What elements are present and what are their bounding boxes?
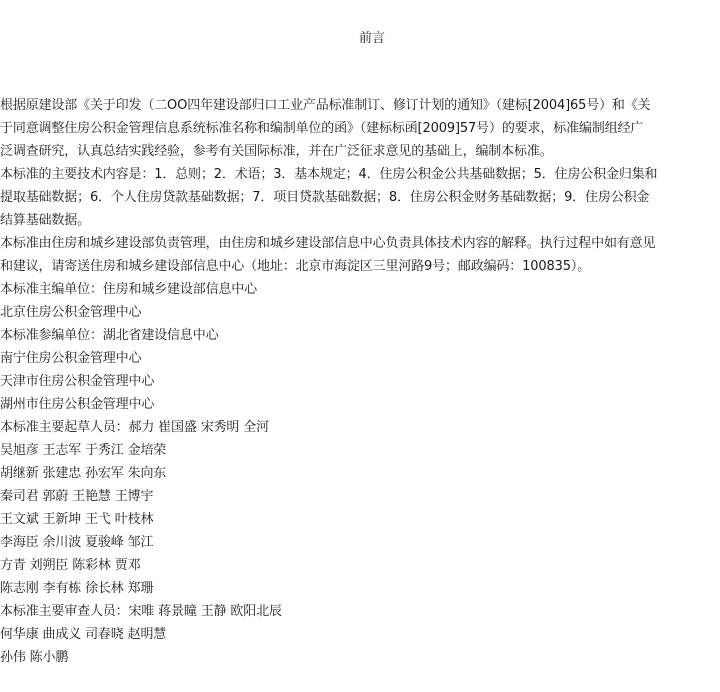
participating-unit-line: 天津市住房公积金管理中心 <box>0 374 155 389</box>
drafters-list-line: 吴旭彦 王志军 于秀江 金培荣 <box>0 443 167 458</box>
document-body <box>0 94 718 669</box>
participating-unit-line: 南宁住房公积金管理中心 <box>0 351 142 366</box>
paragraph-line: 本标准的主要技术内容是：1．总则；2．术语；3．基本规定；4．住房公积金公共基础数据；5．住房公积金归集和 <box>0 167 658 182</box>
reviewers-list-line: 孙伟 陈小鹏 <box>0 650 69 665</box>
page-title: 前言 <box>358 31 385 46</box>
paragraph-line: 和建议，请寄送住房和城乡建设部信息中心（地址：北京市海淀区三里河路9号；邮政编码：100835）。 <box>0 259 591 274</box>
drafters-list-line: 陈志刚 李有栋 徐长林 郑珊 <box>0 581 154 596</box>
paragraph-line: 提取基础数据；6．个人住房贷款基础数据；7．项目贷款基础数据；8．住房公积金财务基础数据；9．住房公积金 <box>0 190 650 205</box>
drafters-list: 本标准主要起草人员：郝力 崔国盛 宋秀明 全河 <box>0 420 269 435</box>
paragraph-technical-content <box>0 163 718 232</box>
chief-editor-unit-line: 北京住房公积金管理中心 <box>0 305 142 320</box>
drafters-list-line: 秦司君 郭蔚 王艳慧 王博宇 <box>0 489 154 504</box>
paragraph-line: 根据原建设部《关于印发（二OO四年建设部归口工业产品标准制订、修订计划的通知》（建标[2004]65号）和《关 <box>0 98 651 113</box>
drafters-list-line: 方青 刘朔臣 陈彩林 贾邓 <box>0 558 141 573</box>
paragraph-line: 结算基础数据。 <box>0 213 90 228</box>
paragraph-line: 本标准由住房和城乡建设部负责管理，由住房和城乡建设部信息中心负责具体技术内容的解释。执行过程中如有意见 <box>0 236 656 251</box>
reviewers-list: 本标准主要审查人员：宋唯 蒋景瞳 王静 欧阳北辰 <box>0 604 282 619</box>
paragraph-basis <box>0 94 718 163</box>
participating-unit-line: 湖州市住房公积金管理中心 <box>0 397 155 412</box>
drafters-list-line: 李海臣 余川波 夏骏峰 邹江 <box>0 535 154 550</box>
reviewers-list-line: 何华康 曲成义 司春晓 赵明慧 <box>0 627 167 642</box>
drafters-list-line: 胡继新 张建忠 孙宏军 朱向东 <box>0 466 167 481</box>
drafters-list-line: 王文斌 王新坤 王弋 叶枝林 <box>0 512 154 527</box>
participating-unit: 本标准参编单位：湖北省建设信息中心 <box>0 328 219 343</box>
paragraph-line: 于同意调整住房公积金管理信息系统标准名称和编制单位的函》（建标标函[2009]57号）的要求，标准编制组经广 <box>0 121 644 136</box>
paragraph-line: 泛调查研究，认真总结实践经验，参考有关国际标准，并在广泛征求意见的基础上，编制本标准。 <box>0 144 553 159</box>
chief-editor-unit: 本标准主编单位：住房和城乡建设部信息中心 <box>0 282 258 297</box>
paragraph-management <box>0 232 718 278</box>
